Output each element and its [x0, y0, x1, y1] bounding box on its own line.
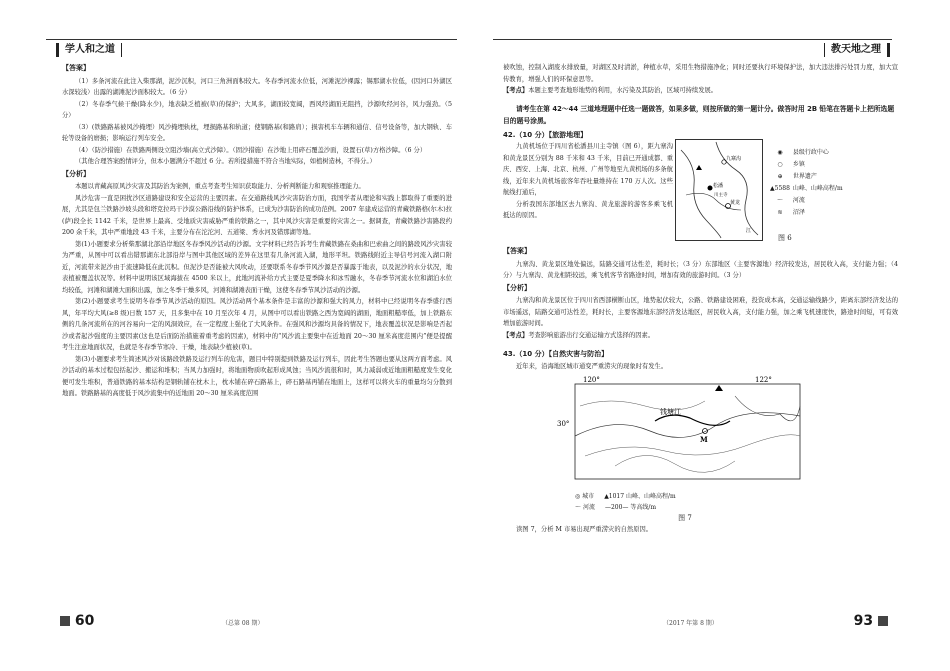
left-page-number-text: 60	[74, 613, 95, 629]
q42-answer-tag: 【答案】	[503, 247, 531, 255]
map6-label: 川主寺	[714, 193, 728, 198]
legend-item	[605, 504, 656, 511]
legend-label: 河流	[582, 503, 595, 511]
paragraph: 风沙危害一直是困扰沙区道路建设和安全运营的主要因素。在交通路线风沙灾害防治方面，我国学者从理论和实践上都取得了重要的进展，尤其是包兰铁路沙坡头段和塔克拉玛干沙漠公路沿线的防护体系，已成为沙害防治的成功范例。2007 年建成运营的青藏铁路格(尔木)拉(萨)段全长 1142 千米，是世界上最高、受地质灾害威胁严重的铁路之一，其中风沙灾害是重要的灾害之一。据调查，青藏铁路沙害路段约 200 余千米，其中严重地段 43 千米，主要分布在沱沱河、五道梁、秀水河及错那湖等地。	[62, 194, 452, 236]
figure-6-legend	[769, 147, 899, 219]
legend-item	[575, 493, 594, 500]
legend-item	[769, 147, 899, 159]
legend-label: 沼泽	[792, 209, 805, 216]
legend-label: 等高线/m	[630, 503, 657, 511]
legend-label: 城市	[582, 492, 595, 500]
paragraph: 第(2)小题要求考生说明冬春季节风沙活动的原因。风沙活动两个基本条件是丰富的沙源和强大的风力，材料中已经说明冬春季盛行西风，年平均大风(≥8 级)日数 157 天，且多集中在 10 月至次年 4 月，从图中可以看出铁路之西为宽阔的湖面，地面粗糙率低，加上铁路东侧的几条河流所在的河谷易向一定的风洞效应，在一定程度上强化了大风条件。在强风和沙源均具备的情况下，地表覆盖状况是影响是否起沙或者起沙强度的主要因素(这也是后面防治措施着重考虑的因素)，材料中的“风沙流主要集中在近地面 20～30 厘米高度范围内”便是提醒考生注意地面状况，也就是冬春季节寒冷、干燥，地表缺少植被(草)。	[62, 298, 452, 351]
page-marker-block	[878, 616, 888, 626]
header-rule	[46, 39, 457, 40]
q42-analysis-tag: 【分析】	[503, 283, 531, 292]
lon-label-122: 122°	[755, 376, 772, 384]
paragraph: （2）冬春季气候干燥(降水少)，地表缺乏植被(草)的保护；大风多，湖面较宽阔，西风经湖面无阻挡，沙源吹经河谷，风力强劲。（5 分）	[62, 100, 452, 119]
legend-label: 世界遗产	[792, 173, 817, 180]
legend-label: 山峰、山峰高程/m	[792, 185, 843, 192]
city-m-label: M	[700, 435, 708, 444]
q42-kaodian-tag: 【考点】	[503, 331, 529, 339]
legend-item	[575, 504, 595, 511]
figure-7-map	[555, 376, 815, 486]
legend-label: 乡镇	[792, 161, 805, 168]
q42-kaodian-text: 考查影响旅游出行交通运输方式选择的因素。	[528, 331, 655, 339]
map6-label: 九寨沟	[726, 156, 742, 162]
right-page-body	[503, 62, 898, 536]
kaodian-text: 本题主要考查地形地势的利用，水污染及其防治，区域可持续发展。	[528, 87, 718, 94]
legend-symbol: ◉	[777, 149, 783, 156]
legend-symbol: ⊕	[777, 173, 783, 180]
q42-analysis: 九寨沟和黄龙景区位于四川省西部横断山区，地势起伏较大，公路、铁路建设困难，投资成本高，交通运输线路少，距离东部经济发达的市场遥远，陆路交通可达性差，耗时长，主要客源地东部经济发达地区，居民收入高，支付能力强，加之乘飞机速度快，路途时间短，可有效增加旅游时间。	[503, 297, 898, 327]
q42-question: 分析我国东部地区去九寨沟、黄龙旅游的游客多乘飞机抵达的原因。	[503, 200, 673, 219]
legend-symbol: 〜	[776, 197, 783, 204]
county-seat-marker	[708, 186, 713, 191]
river-label: 钱塘江	[660, 408, 681, 416]
paragraph: 第(3)小题要求考生简述风沙对该路段铁路及运行列车的危害，题目中特别提到铁路及运行列车，因此考生答题也要从这两方面考虑。风沙活动的基本过程包括起沙、搬运和堆积；当风力加强时，将地面物质吹起形成风蚀；当风沙流很和时，风力减弱或近地面粗糙度发生变化便可发生堆积，普通铁路的基本结构是钢轨铺在枕木上，枕木铺在碎石路基上，碎石路基再铺在地面上，这样可以将火车的重量均匀分散到地面。铁路路基的高度低于风沙流集中的近地面 20～30 厘米高度范围	[62, 355, 452, 397]
q43-question: 读图 7，分析 M 市易出现严重涝灾的自然原因。	[516, 526, 653, 533]
continued-answer	[503, 62, 898, 97]
right-footer: （2017 年第 8 期）	[663, 620, 718, 627]
q43-title: 43.（10 分）【自然灾害与防治】	[503, 350, 609, 358]
q42-block	[503, 141, 898, 245]
q42-answer: 九寨沟、黄龙景区地处偏远，陆路交通可达性差，耗时长；（3 分）东部地区（主要客源地）经济较发达，居民收入高，支付能力强；（4 分）与九寨沟、黄龙相距较远，乘飞机客节省路途时间，增加有效的旅游时间。（3 分）	[503, 260, 898, 279]
legend-symbol: ≋	[777, 209, 783, 216]
q42-stem: 九黄机场位于四川省松潘县川主寺镇（图 6），距九寨沟和黄龙景区分别为 88 千米和 43 千米，目前已开通成都、重庆、西安、上海、北京、杭州、广州等地至九黄机场的多条航线，近年来九黄机场旅客年吞吐量维持在 170 万人次。这些航线打通后，	[503, 143, 674, 196]
legend-item	[769, 171, 899, 183]
right-page-number	[854, 613, 888, 629]
page-marker-block	[60, 616, 70, 626]
paragraph: （其他合理答案酌情评分，但本小题满分不超过 6 分。若所提措施不符合当地实际，如植树造林，不得分。）	[75, 158, 376, 165]
legend-item	[769, 183, 899, 195]
legend-item	[769, 195, 899, 207]
kaodian-line	[503, 85, 898, 97]
q43-intro: 近年来，沿海地区城市通变严重涝灾的现象时有发生。	[516, 362, 668, 370]
lon-label-120: 120°	[583, 376, 600, 384]
section-tag: 【分析】	[62, 169, 90, 178]
figure-6-caption: 图 6	[778, 234, 792, 242]
left-page-body	[62, 62, 452, 400]
kaodian-tag: 【考点】	[503, 87, 529, 94]
legend-label: 河流	[792, 197, 805, 204]
legend-symbol: ▲5588	[770, 185, 790, 192]
map6-label: 黄龙	[730, 200, 741, 206]
left-footer: （总第 08 期）	[222, 620, 264, 627]
right-page-number-text: 93	[853, 613, 874, 629]
paragraph: 第(1)小题要求分析柴那湖北部沿岸地区冬春季风沙活动的沙源。文字材料已经告诉考生青藏铁路在桑曲和巴索曲之间的路段风沙灾害较为严重，从图中可以看出错那湖东北部沿岸与图中其他区域的差异在这里有几条河流入湖，地形平坦。铁路线附近主导信号河流入湖口附近，河流带来泥沙由于流速降低在此沉积。但泥沙是否能被大风吹动，还要联系冬春季节风沙源是否暴露于地表，以及泥沙的水分状况，地表植被覆盖状况等。材料中说明该区域海拔在 4500 米以上，此地河流补给方式主要是夏季降水和冰雪融水，冬春季节河流水位和湖泊水位均较低，河滩和湖滩大面积出露，加之冬季干燥多风，河滩和湖滩表面干燥，这使冬春季节风沙活动的沙源。	[62, 240, 452, 294]
legend-symbol: ▲1017	[604, 492, 625, 500]
paragraph: （4）（防沙措施）在铁路两侧设立阻沙墙(高立式沙障）。（固沙措施）在沙地上用碎石覆盖沙面，设置石(草)方格沙障。（6 分）	[75, 146, 427, 154]
left-running-header: 学人和之道	[56, 43, 122, 57]
legend-symbol: ○	[777, 161, 783, 168]
legend-symbol: 〜	[575, 503, 582, 511]
header-rule	[493, 39, 892, 40]
q42-title: 42.（10 分）【旅游地理】	[503, 130, 588, 139]
map6-label: 松潘	[713, 183, 724, 189]
paragraph: 本题以青藏高原风沙灾害及其防治为案例，重点考查考生知识获取能力、分析判断能力和观察推理能力。	[75, 183, 365, 190]
legend-label: 县级行政中心	[792, 149, 829, 156]
q42-text	[503, 141, 673, 222]
paragraph: 被吹蚀，控制入湖废水排放量，对湖区及时清淤，种植水草，采用生物措施净化；同时还要执行环境保护法，加大违法排污处罚力度，加大宣传教育，增强人们的环保意思等。	[503, 64, 898, 83]
legend-item	[604, 493, 676, 500]
figure-7-legend	[575, 491, 898, 513]
right-page	[475, 0, 950, 671]
legend-item	[769, 207, 899, 219]
left-page-number	[60, 613, 94, 629]
figure-7-caption: 图 7	[678, 513, 692, 522]
legend-item	[769, 159, 899, 171]
legend-label: 山峰、山峰高程/m	[626, 492, 676, 500]
legend-symbol: —200—	[604, 503, 629, 511]
q42-kaodian	[503, 330, 898, 342]
paragraph: （3）(铁路路基被风沙掩埋）风沙掩埋轨枕，埋损路基和轨道；使钢路基(和路肩）；损害机车车辆和通信、信号设备等，加大钢轨、车轮等设备的磨损；影响运行列车安全。	[62, 123, 452, 142]
section-tag: 【答案】	[62, 64, 90, 72]
paragraph: （1）多条河流在此注入柴那湖，泥沙沉积，河口三角洲面积较大。冬春季河流水位低，河滩泥沙裸露；锡那湖水位低，(因河口外湖区水深较浅）出露的湖滩泥沙面积较大。（6 分）	[62, 77, 452, 96]
figure-6-map	[675, 139, 763, 241]
map6-label: 江	[746, 228, 752, 234]
selection-instruction: 请考生在第 42～44 三道地理题中任选一题做答，如果多做，则按所做的第一题计分。做答时用 2B 铅笔在答题卡上把所选题目的题号涂黑。	[503, 104, 895, 125]
lat-label-30: 30°	[557, 420, 570, 428]
right-running-header: 教天地之理	[824, 43, 890, 57]
legend-symbol: ◎	[575, 492, 581, 500]
